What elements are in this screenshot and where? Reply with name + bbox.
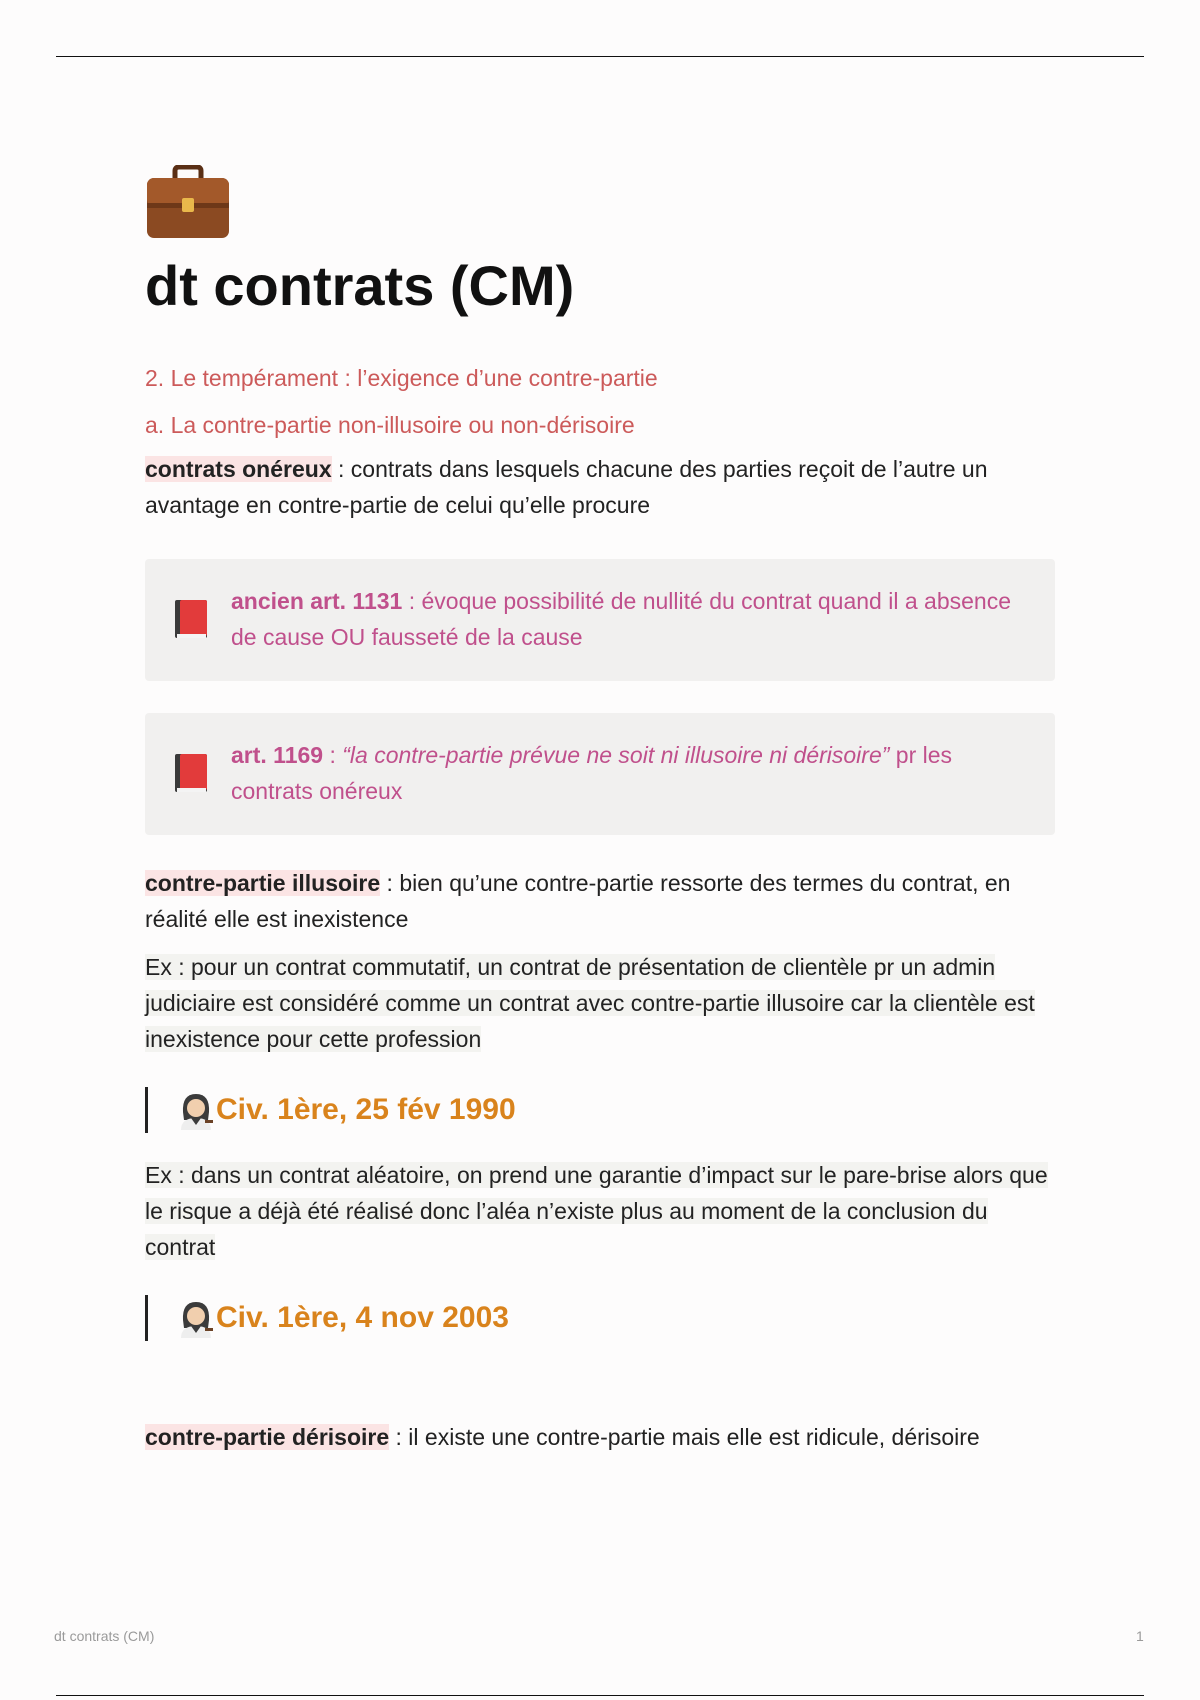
briefcase-icon — [145, 165, 231, 241]
red-book-icon — [173, 752, 209, 794]
red-book-icon — [173, 598, 209, 640]
term-contre-partie-derisoire: contre-partie dérisoire — [145, 1423, 390, 1450]
example-aleatoire — [145, 1157, 1055, 1265]
article-reference: art. 1169 — [231, 741, 324, 768]
definition-text: : bien qu’une contre-partie ressorte des termes du contrat, en réalité elle est inexistence — [145, 869, 1011, 932]
callout-body: : évoque possibilité de nullité du contrat quand il a absence de cause OU fausseté de la cause — [231, 587, 1011, 650]
callout-separator: : — [323, 741, 343, 768]
definition-text: : il existe une contre-partie mais elle est ridicule, dérisoire — [389, 1423, 980, 1450]
callout-ancien-art-1131 — [145, 559, 1055, 681]
header-rule — [56, 56, 1144, 57]
article-reference: ancien art. 1131 — [231, 587, 403, 614]
judge-icon — [178, 1298, 214, 1338]
example-commutatif — [145, 949, 1055, 1057]
footer-page-number: 1 — [1136, 1628, 1144, 1644]
callout-tail: pr les contrats onéreux — [231, 741, 953, 804]
article-quote: “la contre-partie prévue ne soit ni illusoire ni dérisoire” — [342, 741, 890, 768]
footer-document-title: dt contrats (CM) — [54, 1628, 155, 1644]
definition-contre-partie-derisoire — [145, 1419, 1055, 1455]
page-content — [145, 165, 1055, 1455]
callout-text — [231, 583, 1027, 655]
case-label: Civ. 1ère, 4 nov 2003 — [216, 1300, 509, 1334]
example-text: Ex : dans un contrat aléatoire, on prend une garantie d’impact sur le pare-brise alors que le risque a déjà été réalisé donc l’aléa n’existe plus au moment de la conclusion du contrat — [145, 1161, 1048, 1260]
callout-art-1169 — [145, 713, 1055, 835]
definition-text: : contrats dans lesquels chacune des parties reçoit de l’autre un avantage en contre-partie de celui qu’elle procure — [145, 455, 988, 518]
section-heading: 2. Le tempérament : l’exigence d’une contre-partie — [145, 364, 658, 391]
case-reference-1990 — [145, 1087, 1055, 1133]
judge-icon — [178, 1090, 214, 1130]
section-subheading: a. La contre-partie non-illusoire ou non-dérisoire — [145, 411, 635, 438]
case-reference-2003 — [145, 1295, 1055, 1341]
definition-contre-partie-illusoire — [145, 865, 1055, 937]
callout-text — [231, 737, 1027, 809]
page-title: dt contrats (CM) — [145, 254, 575, 317]
case-label: Civ. 1ère, 25 fév 1990 — [216, 1092, 516, 1126]
footer-rule — [56, 1695, 1144, 1696]
term-contre-partie-illusoire: contre-partie illusoire — [145, 869, 381, 896]
example-text: Ex : pour un contrat commutatif, un contrat de présentation de clientèle pr un admin judiciaire est considéré comme un contrat avec contre-partie illusoire car la clientèle est inexistence pour cette profession — [145, 953, 1035, 1052]
definition-contrats-onereux — [145, 451, 1055, 523]
term-contrats-onereux: contrats onéreux — [145, 455, 332, 482]
